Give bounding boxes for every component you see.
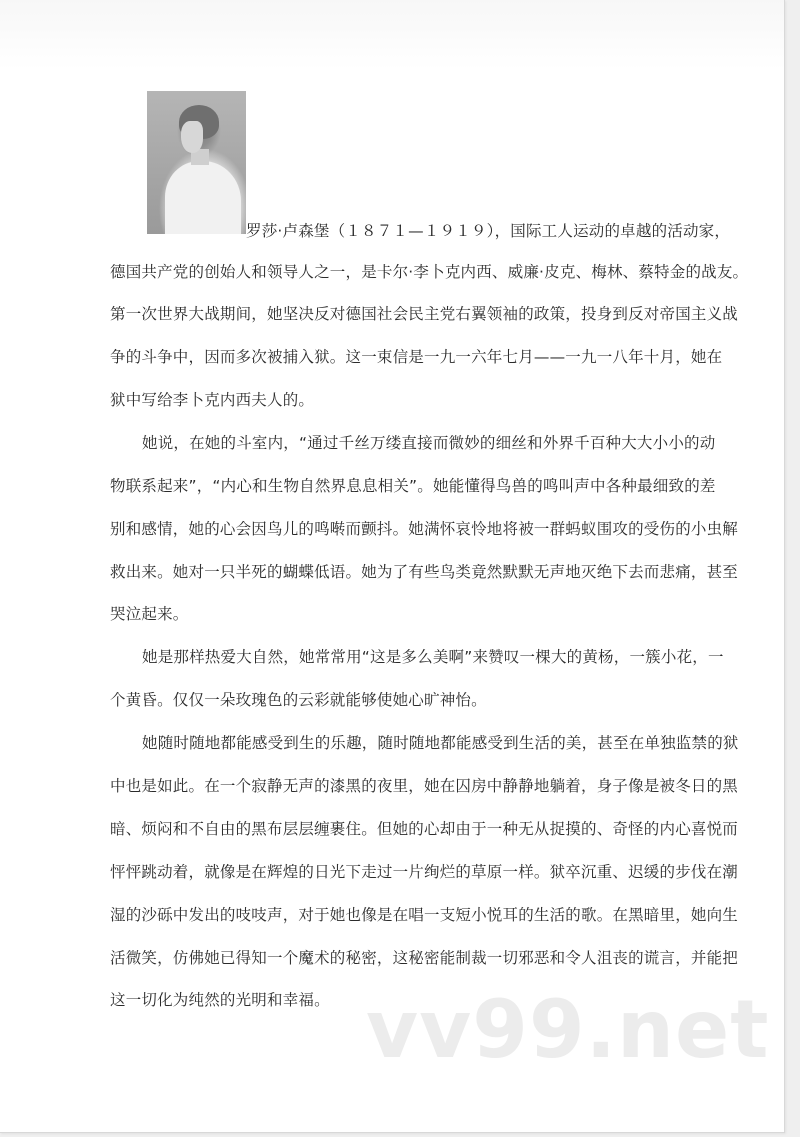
text-line: 物联系起来”，“内心和生物自然界息息相关”。她能懂得鸟兽的鸣叫声中各种最细致的差 [110, 477, 716, 495]
text-line: 暗、烦闷和不自由的黑布层层缠裹住。但她的心却由于一种无从捉摸的、奇怪的内心喜悦而 [110, 820, 739, 838]
text-line: 个黄昏。仅仅一朵玫瑰色的云彩就能够使她心旷神怡。 [110, 691, 487, 709]
text-line: 德国共产党的创始人和领导人之一，是卡尔·李卜克内西、威廉·皮克、梅林、蔡特金的战友。 [110, 263, 749, 281]
portrait-figure-face [181, 121, 203, 153]
text-line: 救出来。她对一只半死的蝴蝶低语。她为了有些鸟类竟然默默无声地灭绝下去而悲痛，甚至 [110, 563, 739, 581]
text-line: 怦怦跳动着，就像是在辉煌的日光下走过一片绚烂的草原一样。狱卒沉重、迟缓的步伐在潮 [110, 863, 739, 881]
text-line: 罗莎·卢森堡（１８７１—１９１９），国际工人运动的卓越的活动家， [246, 222, 731, 240]
text-line: 湿的沙砾中发出的吱吱声，对于她也像是在唱一支短小悦耳的生活的歌。在黑暗里，她向生 [110, 906, 739, 924]
text-line: 活微笑，仿佛她已得知一个魔术的秘密，这秘密能制裁一切邪恶和令人沮丧的谎言，并能把 [110, 949, 739, 967]
text-line: 中也是如此。在一个寂静无声的漆黑的夜里，她在囚房中静静地躺着，身子像是被冬日的黑 [110, 777, 739, 795]
text-line: 哭泣起来。 [110, 605, 189, 623]
paragraph-first-line: 她是那样热爱大自然，她常常用“这是多么美啊”来赞叹一棵大的黄杨，一簇小花，一 [142, 648, 724, 666]
text-line: 第一次世界大战期间，她坚决反对德国社会民主党右翼领袖的政策，投身到反对帝国主义战 [110, 305, 739, 323]
portrait-figure-body [165, 161, 241, 234]
text-line: 狱中写给李卜克内西夫人的。 [110, 391, 315, 409]
paragraph-first-line: 她随时随地都能感受到生的乐趣，随时随地都能感受到生活的美，甚至在单独监禁的狱 [142, 734, 739, 752]
text-line: 这一切化为纯然的光明和幸福。 [110, 991, 330, 1009]
paragraph-first-line: 她说，在她的斗室内，“通过千丝万缕直接而微妙的细丝和外界千百种大大小小的动 [142, 434, 716, 452]
portrait-photo [147, 91, 246, 234]
text-line: 争的斗争中，因而多次被捕入狱。这一束信是一九一六年七月——一九一八年十月，她在 [110, 348, 723, 366]
page-top-shade [0, 0, 784, 70]
text-line: 别和感情，她的心会因鸟儿的鸣啭而颤抖。她满怀哀怜地将被一群蚂蚁围攻的受伤的小虫解 [110, 520, 739, 538]
watermark: vv99.net [366, 983, 770, 1076]
